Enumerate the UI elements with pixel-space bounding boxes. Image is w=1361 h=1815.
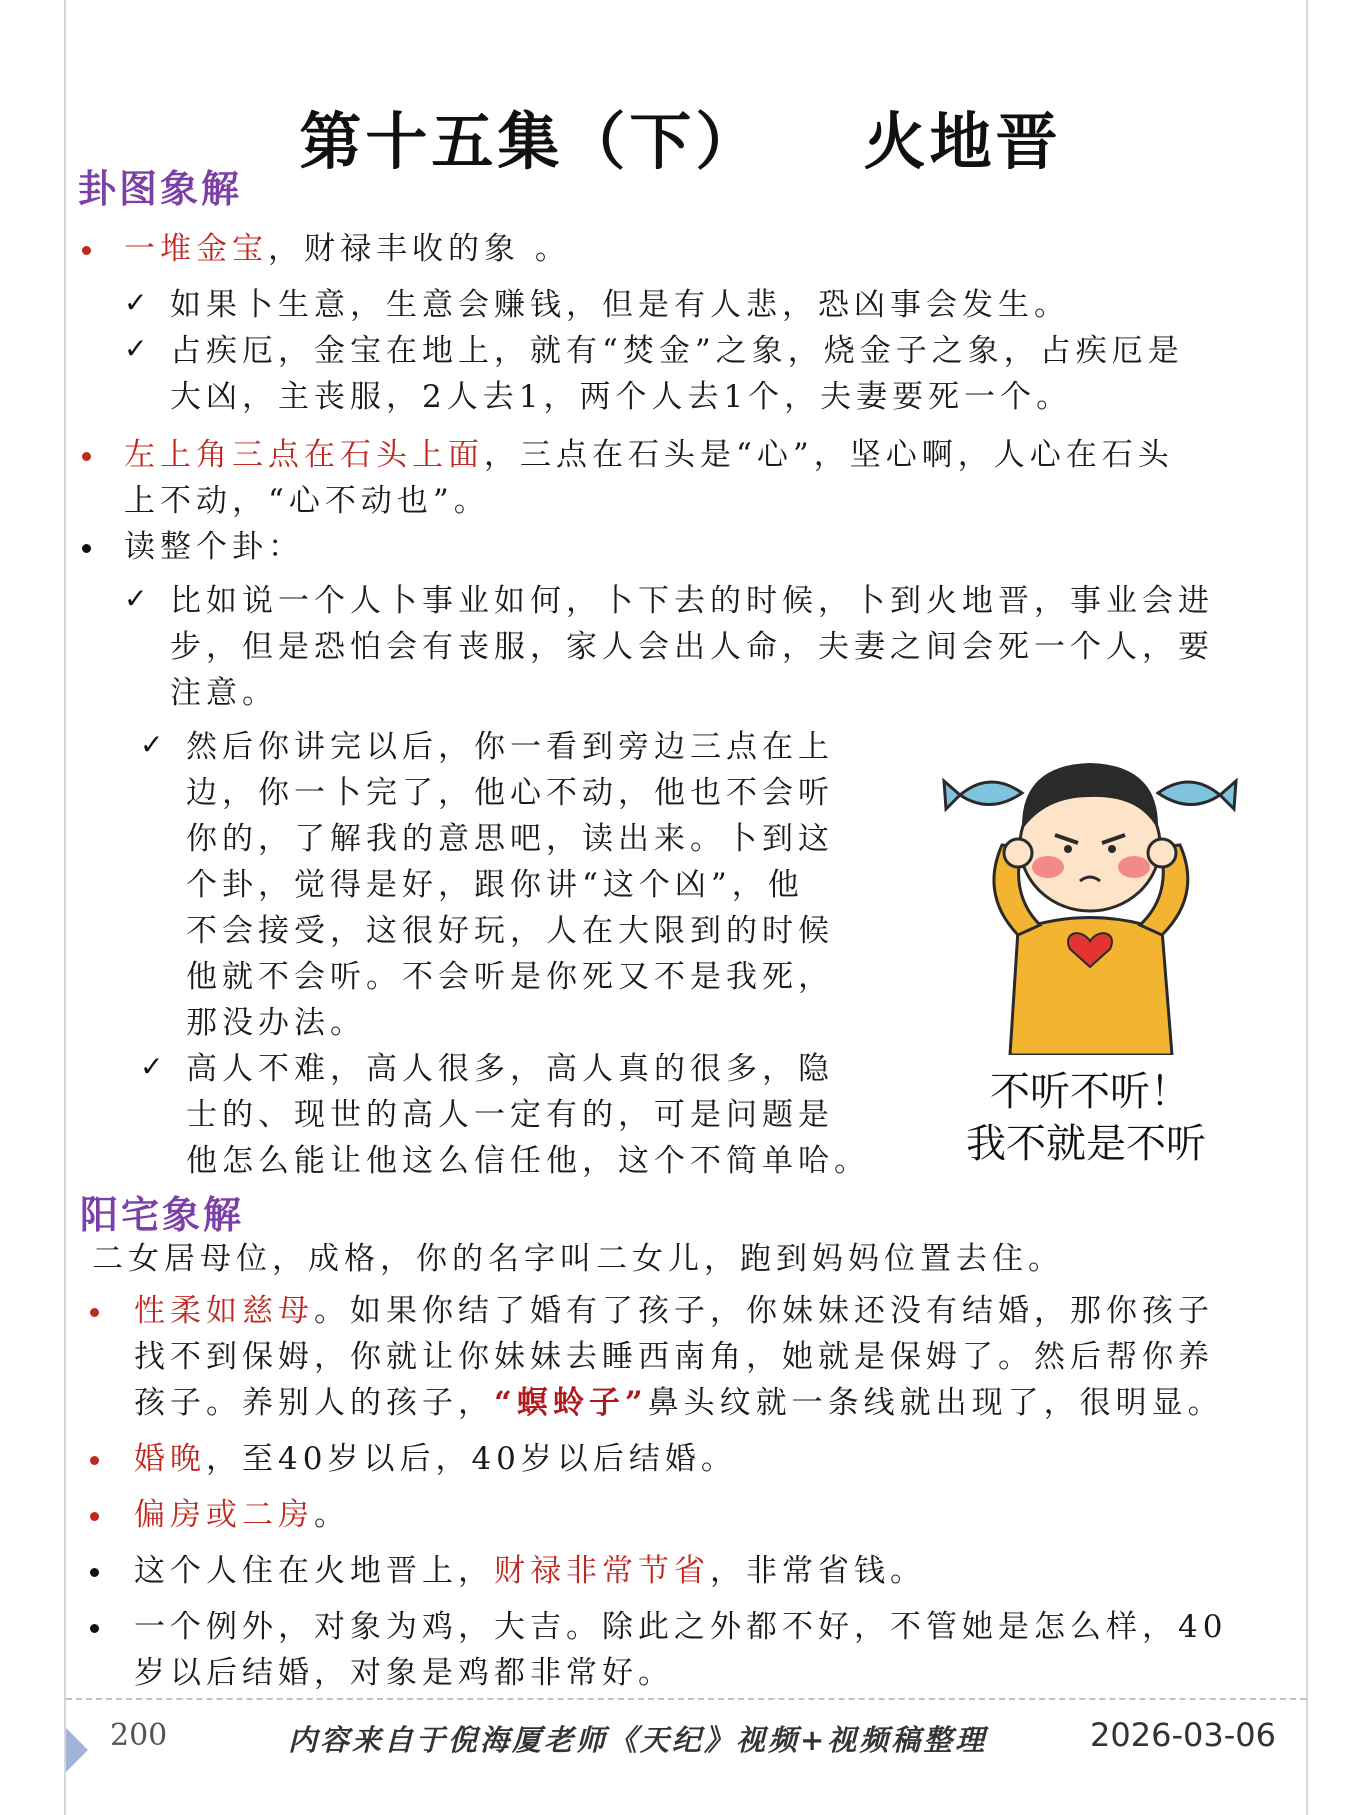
- yangzhai-point-5-line-2: 岁以后结婚，对象是鸡都非常好。: [134, 1655, 674, 1691]
- yangzhai-point-5-line-1: 一个例外，对象为鸡，大吉。除此之外都不好，不管她是怎么样，40: [134, 1609, 1228, 1645]
- check-icon: ✓: [124, 582, 148, 615]
- gua-check-5-line-2: 士的、现世的高人一定有的，可是问题是: [186, 1097, 834, 1133]
- gua-bullet-2-line-1: 左上角三点在石头上面，三点在石头是“心”，坚心啊，人心在石头: [124, 437, 1174, 473]
- yangzhai-point-1-line-3: 孩子。养别人的孩子，“螟蛉子”鼻头纹就一条线就出现了，很明显。: [134, 1385, 1224, 1421]
- gua-check-3-line-1: 比如说一个人卜事业如何，卜下去的时候，卜到火地晋，事业会进: [170, 583, 1214, 619]
- gua-check-4-line-5: 不会接受，这很好玩，人在大限到的时候: [186, 913, 834, 949]
- page-border-left: [64, 0, 66, 1815]
- yangzhai-point-4: 这个人住在火地晋上，财禄非常节省，非常省钱。: [134, 1553, 926, 1589]
- yangzhai-point-2: 婚晚，至40岁以后，40岁以后结婚。: [134, 1441, 737, 1477]
- yangzhai-point-1-line-2: 找不到保姆，你就让你妹妹去睡西南角，她就是保姆了。然后帮你养: [134, 1339, 1214, 1375]
- gua-check-4-line-6: 他就不会听。不会听是你死又不是我死，: [186, 959, 834, 995]
- gua-check-3-line-3: 注意。: [170, 675, 278, 711]
- gua-check-4-line-7: 那没办法。: [186, 1005, 366, 1041]
- footer-arrow-icon: [66, 1728, 88, 1772]
- bullet-dot: [90, 1456, 99, 1465]
- check-icon: ✓: [140, 1050, 164, 1083]
- bullet-dot: [90, 1512, 99, 1521]
- section-heading-gua: 卦图象解: [78, 166, 243, 211]
- gua-bullet-3: 读整个卦：: [124, 529, 304, 565]
- gua-check-5-line-3: 他怎么能让他这么信任他，这个不简单哈。: [186, 1143, 870, 1179]
- illustration-caption-line-2: 我不就是不听: [966, 1121, 1206, 1167]
- bullet-dot: [82, 246, 91, 255]
- gua-check-4-line-1: 然后你讲完以后，你一看到旁边三点在上: [186, 729, 834, 765]
- check-icon: ✓: [140, 728, 164, 761]
- cartoon-boy-illustration: [940, 735, 1240, 1055]
- gua-check-3-line-2: 步，但是恐怕会有丧服，家人会出人命，夫妻之间会死一个人，要: [170, 629, 1214, 665]
- gua-check-4-line-4: 个卦，觉得是好，跟你讲“这个凶”，他: [186, 867, 804, 903]
- check-icon: ✓: [124, 332, 148, 365]
- illustration-caption-line-1: 不听不听！: [990, 1069, 1190, 1115]
- yangzhai-point-1-line-1: 性柔如慈母。如果你结了婚有了孩子，你妹妹还没有结婚，那你孩子: [134, 1293, 1214, 1329]
- yangzhai-point-3: 偏房或二房。: [134, 1497, 350, 1533]
- bullet-dot: [90, 1624, 99, 1633]
- bullet-dot: [90, 1308, 99, 1317]
- footer-source: 内容来自于倪海厦老师《天纪》视频+视频稿整理: [288, 1723, 988, 1757]
- gua-check-2-line-2: 大凶，主丧服，2人去1，两个人去1个，夫妻要死一个。: [170, 379, 1073, 415]
- page-border-right: [1306, 0, 1308, 1815]
- gua-check-1: 如果卜生意，生意会赚钱，但是有人悲，恐凶事会发生。: [170, 287, 1070, 323]
- footer-divider: [66, 1698, 1306, 1700]
- section-heading-yangzhai: 阳宅象解: [80, 1192, 245, 1237]
- page-number: 200: [110, 1718, 168, 1753]
- check-icon: ✓: [124, 286, 148, 319]
- gua-bullet-1: 一堆金宝，财禄丰收的象 。: [124, 231, 571, 267]
- gua-bullet-2-line-2: 上不动，“心不动也”。: [124, 483, 490, 519]
- gua-check-4-line-3: 你的，了解我的意思吧，读出来。卜到这: [186, 821, 834, 857]
- page-title: 第十五集（下） 火地晋: [299, 105, 1062, 178]
- gua-check-4-line-2: 边，你一卜完了，他心不动，他也不会听: [186, 775, 834, 811]
- bullet-dot: [82, 544, 91, 553]
- bullet-dot: [90, 1568, 99, 1577]
- bullet-dot: [82, 452, 91, 461]
- footer-date: 2026-03-06: [1090, 1716, 1276, 1754]
- yangzhai-intro: 二女居母位，成格，你的名字叫二女儿，跑到妈妈位置去住。: [92, 1241, 1064, 1277]
- gua-check-5-line-1: 高人不难，高人很多，高人真的很多，隐: [186, 1051, 834, 1087]
- gua-check-2-line-1: 占疾厄，金宝在地上，就有“焚金”之象，烧金子之象，占疾厄是: [170, 333, 1184, 369]
